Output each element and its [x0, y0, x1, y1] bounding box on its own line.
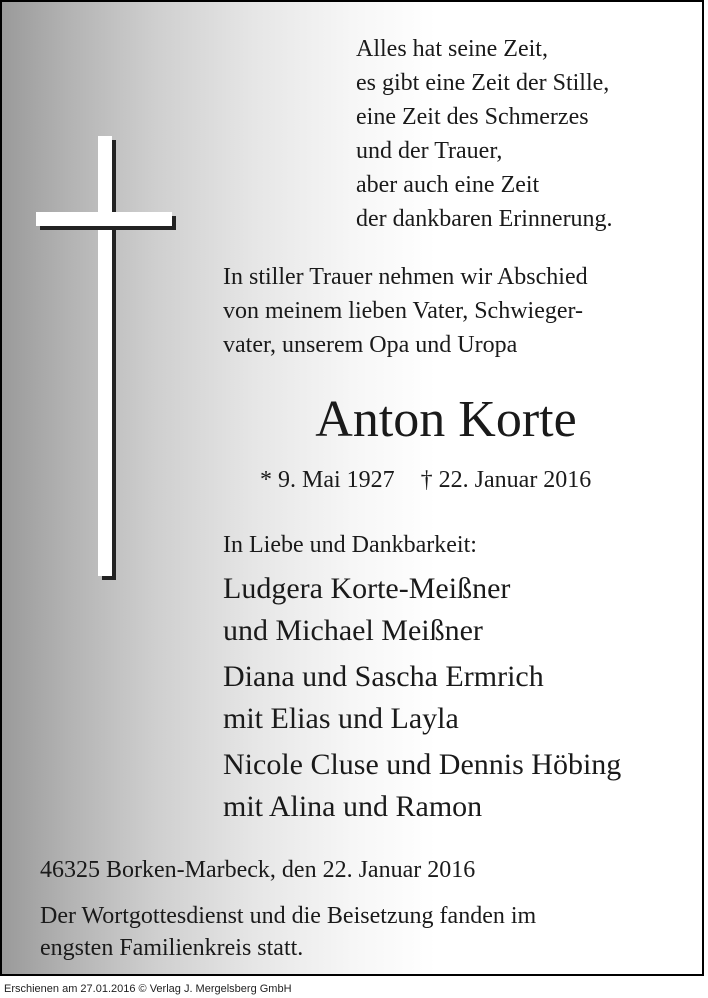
poem: [356, 32, 613, 236]
place-and-date: 46325 Borken-Marbeck, den 22. Januar 2016: [40, 857, 476, 883]
birth-date: * 9. Mai 1927: [260, 467, 395, 493]
mourner-line: und Michael Meißner: [223, 614, 483, 647]
service-note: [40, 900, 536, 964]
mourner-line: Nicole Cluse und Dennis Höbing: [223, 748, 622, 781]
poem-line: eine Zeit des Schmerzes: [356, 104, 589, 130]
mourners-heading: In Liebe und Dankbarkeit:: [223, 532, 477, 558]
intro-text: [223, 260, 588, 362]
cross-icon: [36, 136, 178, 582]
mourner-group: [223, 656, 621, 740]
intro-line: In stiller Trauer nehmen wir Abschied: [223, 264, 588, 290]
service-line: engsten Familienkreis statt.: [40, 935, 304, 961]
cross-vertical-beam: [98, 136, 112, 576]
poem-line: Alles hat seine Zeit,: [356, 36, 548, 62]
mourner-line: Diana und Sascha Ermrich: [223, 660, 544, 693]
mourners-list: [223, 568, 621, 832]
intro-line: vater, unserem Opa und Uropa: [223, 332, 518, 358]
poem-line: aber auch eine Zeit: [356, 172, 540, 198]
cross-horizontal-beam: [36, 212, 172, 226]
life-dates: [260, 464, 591, 496]
poem-line: und der Trauer,: [356, 138, 503, 164]
poem-line: der dankbaren Erinnerung.: [356, 206, 613, 232]
mourner-line: mit Alina und Ramon: [223, 790, 483, 823]
service-line: Der Wortgottesdienst und die Beisetzung fanden im: [40, 903, 537, 929]
death-date: † 22. Januar 2016: [420, 467, 592, 493]
intro-line: von meinem lieben Vater, Schwieger-: [223, 298, 583, 324]
deceased-name: Anton Korte: [315, 391, 577, 448]
mourner-group: [223, 744, 621, 828]
poem-line: es gibt eine Zeit der Stille,: [356, 70, 610, 96]
publication-footer: Erschienen am 27.01.2016 © Verlag J. Mergelsberg GmbH: [4, 983, 292, 995]
mourner-line: mit Elias und Layla: [223, 702, 459, 735]
mourner-group: [223, 568, 621, 652]
mourner-line: Ludgera Korte-Meißner: [223, 572, 511, 605]
